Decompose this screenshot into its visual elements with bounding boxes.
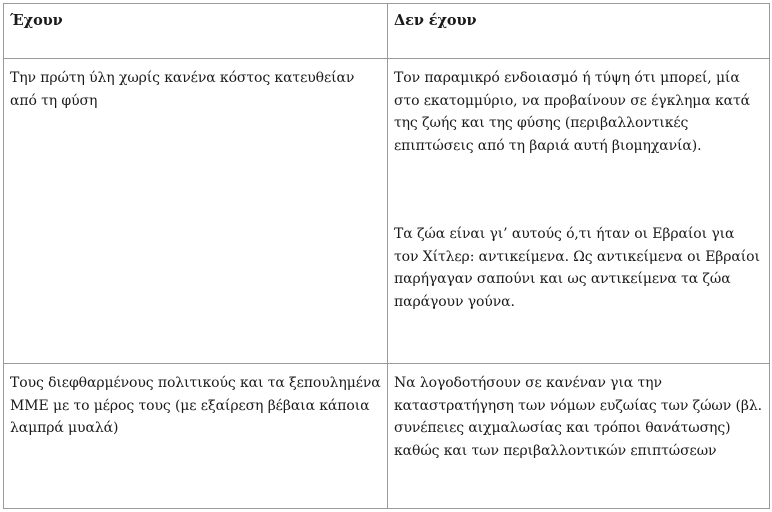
table-row <box>4 364 770 509</box>
cell-have <box>4 59 388 364</box>
cell-have-not <box>388 364 770 509</box>
comparison-table <box>3 3 770 509</box>
cell-text: Τα ζώα είναι γι’ αυτούς ό,τι ήταν οι Εβραίοι για τον Χίτλερ: αντικείμενα. Ως αντικείμενα οι Εβραίοι παρήγαγαν σαπούνι και ως αντικείμενα τα ζώα παράγουν γούνα. <box>394 226 760 310</box>
header-have-not: Δεν έχουν <box>388 4 770 59</box>
cell-text: Τους διεφθαρμένους πολιτικούς και τα ξεπουλημένα ΜΜΕ με το μέρος τους (με εξαίρεση βέβαια κάποια λαμπρά μυαλά) <box>10 375 381 436</box>
header-have: Έχουν <box>4 4 388 59</box>
table-row <box>4 59 770 364</box>
cell-have <box>4 364 388 509</box>
cell-text: Να λογοδοτήσουν σε κανέναν για την καταστρατήγηση των νόμων ευζωίας των ζώων (βλ. συνέπειες αιχμαλωσίας και τρόποι θανάτωσης) καθώς και των περιβαλλοντικών επιπτώσεων <box>394 375 762 459</box>
paragraph-spacer <box>394 157 763 223</box>
cell-text: Τον παραμικρό ενδοιασμό ή τύψη ότι μπορεί, μία στο εκατομμύριο, να προβαίνουν σε έγκλημα κατά της ζωής και της φύσης (περιβαλλοντικές επιπτώσεις από τη βαριά αυτή βιομηχανία). <box>394 70 750 154</box>
cell-have-not <box>388 59 770 364</box>
table-header-row <box>4 4 770 59</box>
cell-text: Την πρώτη ύλη χωρίς κανένα κόστος κατευθείαν από τη φύση <box>10 70 355 109</box>
